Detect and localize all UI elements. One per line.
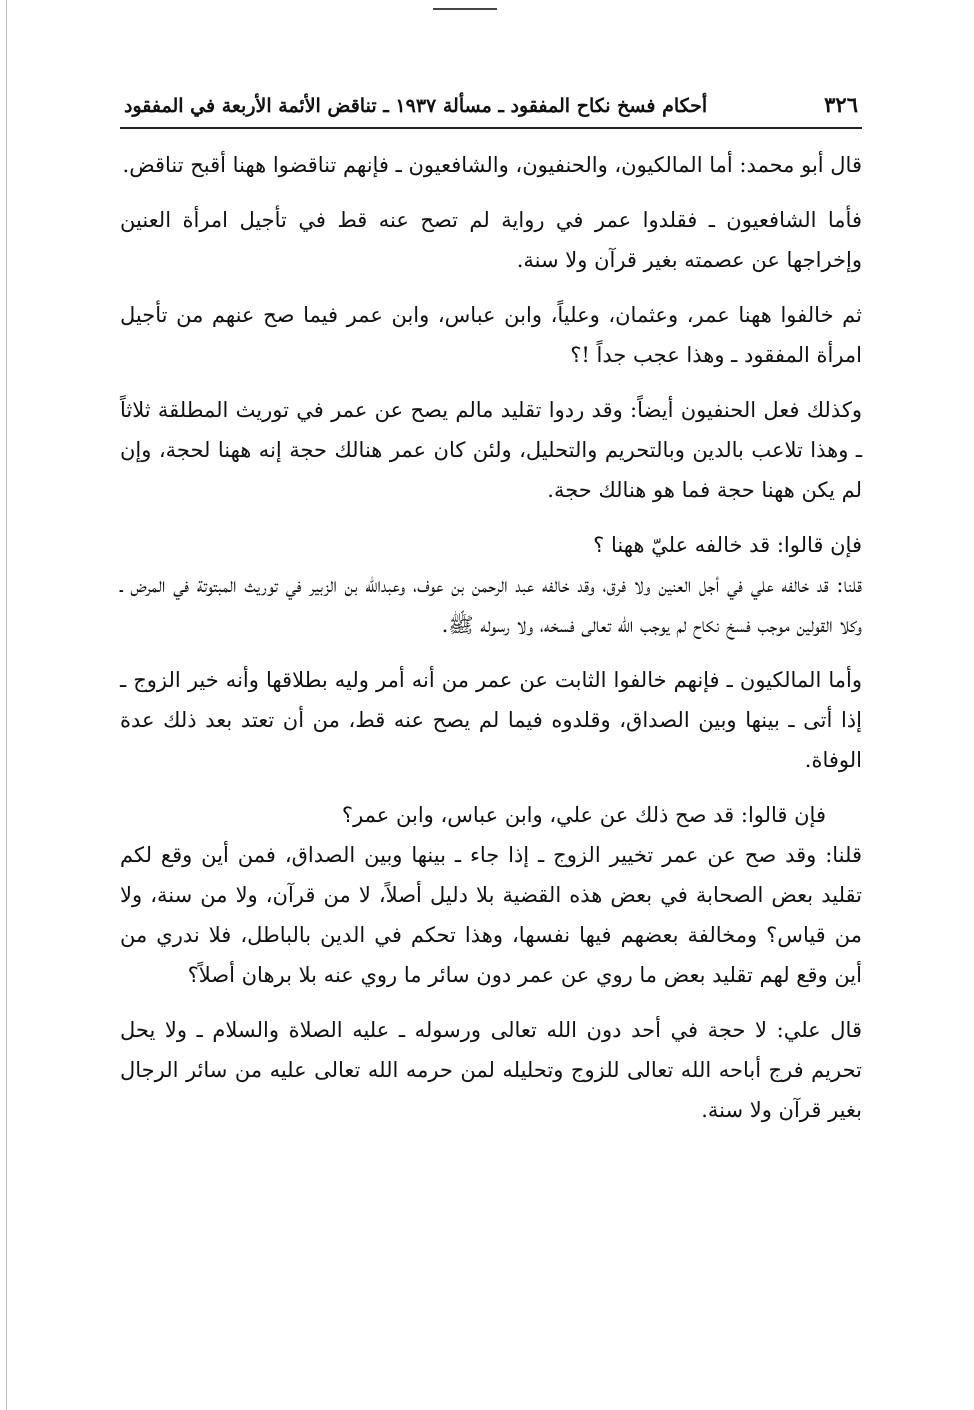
paragraph: وأما المالكيون ـ فإنهم خالفوا الثابت عن عمر من أنه أمر وليه بطلاقها وأنه خير الزوج ـ إذا أتى ـ بينها وبين الصداق، وقلدوه فيما لم يصح عنه قط، من أن تعتد بعد ذلك عدة الوفاة. (120, 668, 862, 772)
header-title: أحكام فسخ نكاح المفقود ـ مسألة ١٩٣٧ ـ تناقض الأئمة الأربعة في المفقود (124, 95, 708, 117)
paragraph-answer: قلنا: قد خالفه علي في أجل العنين ولا فرق، وقد خالفه عبد الرحمن بن عوف، وعبدالله بن الزبير في توريث المبتوتة في المرض ـ وكلا القولين موجب فسخ نكاح لم يوجب الله تعالى فسخه، ولا رسوله ﷺ. (120, 573, 862, 637)
paragraph: ثم خالفوا ههنا عمر، وعثمان، وعلياً، وابن عباس، وابن عمر فيما صح عنهم من تأجيل امرأة المفقود ـ وهذا عجب جداً !؟ (120, 303, 862, 367)
page-edge-line (6, 0, 7, 1410)
top-rule-mark (433, 8, 497, 10)
paragraph-answer: قلنا: وقد صح عن عمر تخيير الزوج ـ إذا جاء ـ بينها وبين الصداق، فمن أين وقع لكم تقليد بعض الصحابة في بعض هذه القضية بلا دليل أصلاً، لا من قرآن، ولا من سنة، ولا من قياس؟ ومخالفة بعضهم فيها نفسها، وهذا تحكم في الدين بالباطل، فلا ندري من أين وقع لهم تقليد بعض ما روي عن عمر دون سائر ما روي عنه بلا برهان أصلاً؟ (120, 843, 862, 987)
paragraph-question: فإن قالوا: قد صح ذلك عن علي، وابن عباس، وابن عمر؟ (341, 803, 826, 827)
paragraph: قال أبو محمد: أما المالكيون، والحنفيون، والشافعيون ـ فإنهم تناقضوا ههنا أقبح تناقض. (122, 153, 862, 177)
paragraph: قال علي: لا حجة في أحد دون الله تعالى ورسوله ـ عليه الصلاة والسلام ـ ولا يحل تحريم فرج أباحه الله تعالى للزوج وتحليله لمن حرمه الله تعالى عليه من سائر الرجال بغير قرآن ولا سنة. (120, 1018, 862, 1122)
paragraph: وكذلك فعل الحنفيون أيضاً: وقد ردوا تقليد مالم يصح عن عمر في توريث المطلقة ثلاثاً ـ وهذا تلاعب بالدين وبالتحريم والتحليل، ولئن كان عمر هنالك حجة إنه ههنا لحجة، وإن لم يكن ههنا حجة فما هو هنالك حجة. (120, 398, 862, 502)
book-page (120, 92, 862, 1145)
paragraph-question: فإن قالوا: قد خالفه عليّ ههنا ؟ (593, 533, 862, 557)
paragraph: فأما الشافعيون ـ فقلدوا عمر في رواية لم تصح عنه قط في تأجيل امرأة العنين وإخراجها عن عصمته بغير قرآن ولا سنة. (120, 208, 862, 272)
running-header (120, 92, 862, 129)
page-body (120, 129, 862, 1130)
page-number: ٣٢٦ (824, 92, 858, 117)
